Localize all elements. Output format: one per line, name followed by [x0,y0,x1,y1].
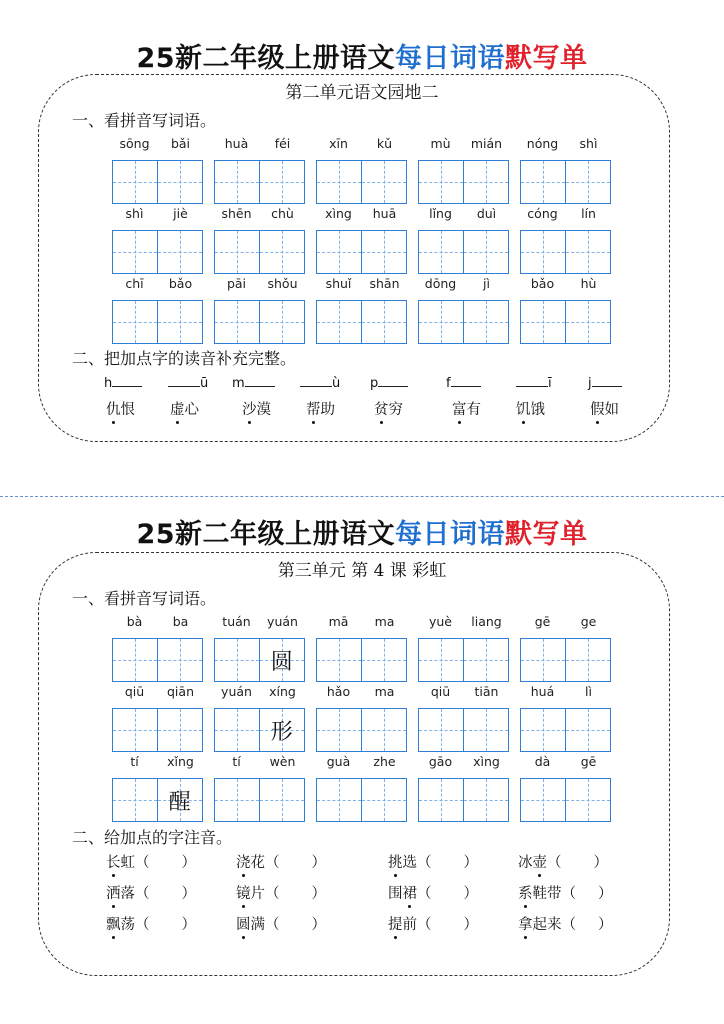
plain-character: 饿 [530,402,545,418]
writing-cell[interactable] [260,708,306,752]
pinyin-blank[interactable] [588,374,622,391]
pinyin-label: gāo [428,754,453,769]
sheet1-title [0,36,724,75]
annotation-item [518,882,613,903]
plain-character: 落 [120,886,135,902]
answer-line[interactable] [245,374,275,387]
paren-open: （ [417,886,432,902]
word-grid-group [112,614,203,684]
plain-character: 荡 [120,917,135,933]
pinyin-label: xìng [473,754,500,769]
annotation-item [236,851,326,872]
answer-line[interactable] [451,374,481,387]
dotted-character: 帮 [306,398,321,419]
pinyin-label: huā [372,206,397,221]
writing-cell[interactable] [112,230,158,274]
paren-open: （ [135,917,150,933]
pinyin-label: jiè [173,206,188,221]
pinyin-label: chù [271,206,294,221]
dotted-word [374,398,403,419]
pinyin-label: qiū [124,684,145,699]
pinyin-label: dōng [424,276,457,291]
pinyin-blank[interactable] [104,374,142,391]
paren-open: （ [135,855,150,871]
plain-character: 选 [402,855,417,871]
paren-open: （ [417,855,432,871]
dotted-character: 壶 [533,851,548,872]
dotted-word [306,398,335,419]
prefilled-character: 醒 [168,789,191,815]
prefilled-character: 圆 [270,649,293,675]
pinyin-label: shǒu [267,276,298,291]
pinyin-initial: h [104,376,113,391]
annotation-item [236,882,326,903]
word-grid-group [316,754,407,824]
plain-character: 花 [250,855,265,871]
annotation-item [106,913,196,934]
answer-line[interactable] [112,374,142,387]
title-part-blue: 每日词语 [395,519,506,550]
writing-cell[interactable] [520,708,566,752]
paren-open: （ [561,886,576,902]
pinyin-label: lǐng [429,206,452,221]
word-grid-group [520,684,611,754]
pinyin-label: chī [125,276,144,291]
pinyin-label: tuán [222,614,251,629]
pinyin-label: hǎo [326,684,351,699]
word-grid-group [418,136,509,206]
annotation-item [106,851,196,872]
writing-cell[interactable] [158,300,204,344]
writing-cell[interactable] [362,778,408,822]
word-grid-group [214,754,305,824]
writing-cell[interactable] [260,160,306,204]
pinyin-label: cóng [527,206,558,221]
title-part-red: 默写单 [505,519,588,550]
annotation-item [518,851,608,872]
word-grid-group [316,614,407,684]
pinyin-label: gē [580,754,597,769]
answer-line[interactable] [300,374,332,387]
writing-cell[interactable] [260,778,306,822]
writing-cell[interactable] [260,230,306,274]
plain-character: 有 [466,402,481,418]
writing-cell[interactable] [260,638,306,682]
writing-cell[interactable] [316,230,362,274]
sheet2-title [0,512,724,551]
paren-close: ） [181,886,196,902]
word-grid-group [418,276,509,346]
annotation-item [388,882,478,903]
sheet1-subtitle: 第二单元语文园地二 [285,83,439,103]
writing-cell[interactable] [520,778,566,822]
plain-character: 片 [250,886,265,902]
pinyin-label: ge [580,614,597,629]
annotation-item [518,913,613,934]
word-grid-group [520,614,611,684]
pinyin-label: zhe [373,754,396,769]
plain-character: 心 [184,402,199,418]
answer-line[interactable] [168,374,200,387]
writing-cell[interactable] [566,778,612,822]
pinyin-label: xíng [269,684,296,699]
pinyin-blank[interactable] [232,374,275,391]
plain-character: 穷 [388,402,403,418]
dotted-character: 浇 [236,851,251,872]
pinyin-label: shēn [221,206,252,221]
paren-open: （ [561,917,576,933]
word-grid-group [316,684,407,754]
dotted-character: 系 [518,882,533,903]
paren-close: ） [311,855,326,871]
pinyin-label: bà [126,614,143,629]
writing-cell[interactable] [214,160,260,204]
writing-cell[interactable] [464,778,510,822]
pinyin-initial: p [370,376,379,391]
pinyin-initial: f [446,376,451,391]
writing-cell[interactable] [112,160,158,204]
writing-cell[interactable] [520,160,566,204]
pinyin-label: huá [530,684,555,699]
pinyin-label: shì [125,206,144,221]
word-grid-group [316,276,407,346]
answer-line[interactable] [592,374,622,387]
word-grid-group [214,276,305,346]
writing-cell[interactable] [158,778,204,822]
plain-character: 漠 [256,402,271,418]
pinyin-label: ma [374,614,395,629]
dotted-character: 虚 [170,398,185,419]
pinyin-label: wèn [269,754,296,769]
dotted-character: 挑 [388,851,403,872]
paren-close: ） [181,855,196,871]
pinyin-blank[interactable] [370,374,408,391]
pinyin-label: hù [580,276,597,291]
title-part-red: 默写单 [505,43,588,74]
dotted-character: 裙 [403,882,418,903]
writing-cell[interactable] [566,300,612,344]
writing-cell[interactable] [464,708,510,752]
paren-open: （ [265,886,280,902]
pinyin-label: tí [232,754,241,769]
paren-close: ） [598,886,613,902]
plain-character: 来 [547,917,562,933]
dotted-character: 提 [388,913,403,934]
answer-line[interactable] [378,374,408,387]
sheet1-section-2-heading: 二、把加点字的读音补充完整。 [72,349,297,368]
pinyin-label: lì [585,684,592,699]
paren-close: ） [181,917,196,933]
writing-cell[interactable] [418,300,464,344]
writing-cell[interactable] [362,230,408,274]
pinyin-label: bǎo [168,276,193,291]
word-grid-group [418,206,509,276]
writing-cell[interactable] [418,638,464,682]
pinyin-final: ū [200,376,209,391]
paren-open: （ [265,917,280,933]
pinyin-label: kǔ [376,136,393,151]
plain-character: 鞋 [532,886,547,902]
writing-cell[interactable] [158,708,204,752]
dotted-word [242,398,271,419]
pinyin-initial: m [232,376,245,391]
page-divider [0,496,724,497]
dotted-character: 镜 [236,882,251,903]
paren-close: ） [598,917,613,933]
pinyin-label: féi [274,136,291,151]
writing-cell[interactable] [464,300,510,344]
pinyin-label: guà [326,754,351,769]
pinyin-label: sōng [119,136,150,151]
title-part-black: 25新二年级上册语文 [136,519,396,550]
writing-cell[interactable] [566,160,612,204]
plain-character: 满 [250,917,265,933]
word-grid-group [418,684,509,754]
word-grid-group [316,206,407,276]
writing-cell[interactable] [464,638,510,682]
pinyin-label: mā [328,614,349,629]
pinyin-label: dà [534,754,551,769]
paren-close: ） [593,855,608,871]
pinyin-label: tí [130,754,139,769]
plain-character: 如 [604,402,619,418]
writing-cell[interactable] [464,160,510,204]
pinyin-label: jì [483,276,490,291]
pinyin-label: ba [172,614,189,629]
pinyin-label: shuǐ [325,276,352,291]
sheet1-section-1-heading: 一、看拼音写词语。 [72,111,217,130]
pinyin-label: tiān [474,684,499,699]
writing-cell[interactable] [362,300,408,344]
annotation-item [106,882,196,903]
pinyin-label: shān [369,276,400,291]
word-grid-group [520,276,611,346]
answer-line[interactable] [516,374,548,387]
pinyin-label: bǎo [530,276,555,291]
pinyin-final: ī [548,376,552,391]
pinyin-label: yuè [428,614,452,629]
pinyin-final: ù [332,376,341,391]
paren-close: ） [311,886,326,902]
writing-cell[interactable] [418,708,464,752]
plain-character: 围 [388,886,403,902]
writing-cell[interactable] [362,708,408,752]
word-grid-group [520,136,611,206]
writing-cell[interactable] [260,300,306,344]
annotation-item [236,913,326,934]
pinyin-label: huà [224,136,249,151]
dotted-character: 贫 [374,398,389,419]
word-grid-group [214,614,305,684]
word-grid-group [316,136,407,206]
pinyin-label: duì [476,206,497,221]
writing-cell[interactable] [520,638,566,682]
plain-character: 起 [532,917,547,933]
pinyin-label: qiū [430,684,451,699]
word-grid-group [112,276,203,346]
writing-cell[interactable] [316,638,362,682]
word-grid-group [214,136,305,206]
paren-close: ） [463,886,478,902]
writing-cell[interactable] [158,230,204,274]
dotted-character: 拿 [518,913,533,934]
paren-open: （ [547,855,562,871]
paren-close: ） [463,855,478,871]
dotted-character: 饥 [516,398,531,419]
writing-cell[interactable] [566,230,612,274]
dotted-word [452,398,481,419]
writing-cell[interactable] [566,638,612,682]
paren-open: （ [135,886,150,902]
writing-cell[interactable] [520,300,566,344]
word-grid-group [214,206,305,276]
dotted-character: 仇 [106,398,121,419]
writing-cell[interactable] [418,160,464,204]
pinyin-initial: j [588,376,592,391]
dotted-character: 长 [106,851,121,872]
pinyin-label: xīn [329,136,348,151]
writing-cell[interactable] [214,778,260,822]
pinyin-label: yuán [267,614,298,629]
pinyin-label: xǐng [167,754,194,769]
word-grid-group [418,614,509,684]
title-part-blue: 每日词语 [395,43,506,74]
dotted-word [590,398,619,419]
writing-cell[interactable] [418,778,464,822]
word-grid-group [520,206,611,276]
sheet2-section-2-heading: 二、给加点的字注音。 [72,828,233,847]
word-grid-group [112,136,203,206]
pinyin-label: gē [534,614,551,629]
plain-character: 助 [320,402,335,418]
writing-cell[interactable] [316,300,362,344]
pinyin-label: lín [581,206,596,221]
writing-cell[interactable] [418,230,464,274]
pinyin-blank[interactable] [300,374,340,391]
pinyin-label: qiān [167,684,194,699]
paren-close: ） [463,917,478,933]
prefilled-character: 形 [270,719,293,745]
writing-cell[interactable] [158,160,204,204]
word-grid-group [214,684,305,754]
pinyin-blank[interactable] [446,374,481,391]
plain-character: 冰 [518,855,533,871]
writing-cell[interactable] [316,778,362,822]
word-grid-group [112,206,203,276]
dotted-character: 沙 [242,398,257,419]
title-part-black: 25新二年级上册语文 [136,43,396,74]
writing-cell[interactable] [112,638,158,682]
writing-cell[interactable] [112,300,158,344]
sheet2-subtitle: 第三单元 第 4 课 彩虹 [277,561,447,581]
writing-cell[interactable] [112,708,158,752]
pinyin-label: mù [430,136,451,151]
dotted-character: 富 [452,398,467,419]
annotation-item [388,913,478,934]
pinyin-blank[interactable] [516,374,552,391]
writing-cell[interactable] [214,230,260,274]
pinyin-label: bǎi [170,136,191,151]
writing-cell[interactable] [112,778,158,822]
pinyin-label: ma [374,684,395,699]
dotted-character: 假 [590,398,605,419]
dotted-word [516,398,545,419]
word-grid-group [520,754,611,824]
writing-cell[interactable] [520,230,566,274]
dotted-character: 飘 [106,913,121,934]
word-grid-group [418,754,509,824]
writing-cell[interactable] [214,300,260,344]
writing-cell[interactable] [464,230,510,274]
word-grid-group [112,684,203,754]
writing-cell[interactable] [214,638,260,682]
word-grid-group [112,754,203,824]
writing-cell[interactable] [362,160,408,204]
plain-character: 恨 [120,402,135,418]
pinyin-blank[interactable] [168,374,208,391]
pinyin-label: nóng [526,136,559,151]
writing-cell[interactable] [158,638,204,682]
plain-character: 带 [547,886,562,902]
plain-character: 前 [402,917,417,933]
plain-character: 虹 [120,855,135,871]
pinyin-label: shì [579,136,598,151]
writing-cell[interactable] [566,708,612,752]
pinyin-label: mián [470,136,503,151]
paren-open: （ [265,855,280,871]
pinyin-label: yuán [221,684,252,699]
writing-cell[interactable] [316,160,362,204]
writing-cell[interactable] [214,708,260,752]
pinyin-label: xìng [325,206,352,221]
annotation-item [388,851,478,872]
pinyin-label: liang [471,614,502,629]
paren-open: （ [417,917,432,933]
dotted-character: 圆 [236,913,251,934]
dotted-word [170,398,199,419]
writing-cell[interactable] [316,708,362,752]
pinyin-label: pāi [226,276,247,291]
dotted-word [106,398,135,419]
dotted-character: 洒 [106,882,121,903]
writing-cell[interactable] [362,638,408,682]
sheet2-section-1-heading: 一、看拼音写词语。 [72,589,217,608]
paren-close: ） [311,917,326,933]
